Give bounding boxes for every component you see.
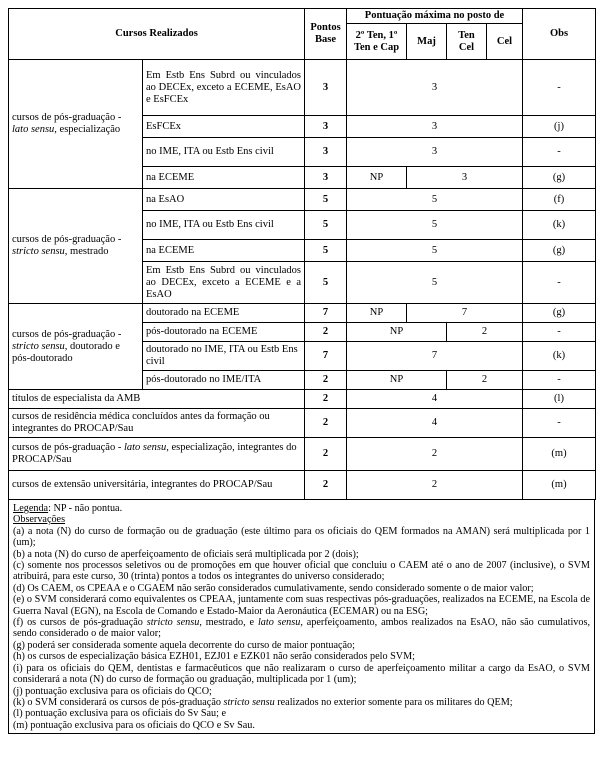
max-score: 7 [407, 304, 523, 323]
max-score: 5 [347, 262, 523, 304]
header-cel: Cel [487, 24, 523, 60]
course-cell: títulos de especialista da AMB [9, 390, 305, 409]
base-points: 3 [305, 167, 347, 189]
note-g: (g) poderá ser considerada somente aquela decorrente do curso de maior pontuação; [13, 639, 355, 651]
group-label-lato-sensu: cursos de pós-graduação - lato sensu, especialização [9, 60, 143, 189]
course-cell: doutorado na ECEME [143, 304, 305, 323]
header-pontos-base: Pontos Base [305, 9, 347, 60]
course-cell: Em Estb Ens Subrd ou vinculados ao DECEx, exceto a ECEME, EsAO e EsFCEx [143, 60, 305, 116]
max-score: 3 [347, 60, 523, 116]
base-points: 5 [305, 211, 347, 240]
np-cell: NP [347, 304, 407, 323]
header-ten-cel: Ten Cel [447, 24, 487, 60]
max-score: 3 [407, 167, 523, 189]
note-h: (h) os cursos de especialização básica EZH01, EZJ01 e EZK01 não serão considerados pelo SVM; [13, 651, 415, 663]
obs-cell: (g) [523, 240, 596, 262]
note-j: (j) pontuação exclusiva para os oficiais do QCO; [13, 685, 212, 697]
obs-cell: (j) [523, 116, 596, 138]
max-score: 2 [447, 323, 523, 342]
base-points: 2 [305, 371, 347, 390]
max-score: 7 [347, 342, 523, 371]
course-cell: pós-doutorado na ECEME [143, 323, 305, 342]
note-i: (i) para os oficiais do QEM, dentistas e farmacêuticos que não realizaram o curso de aperfeiçoamento militar a cargo da EsAO, o SVM considerará a nota (N) do curso de formação ou graduação, multiplicada por 1 (um); [13, 662, 590, 686]
max-score: 2 [447, 371, 523, 390]
obs-cell: - [523, 371, 596, 390]
legend: Legenda: NP - não pontua. [13, 503, 123, 514]
base-points: 2 [305, 390, 347, 409]
base-points: 5 [305, 240, 347, 262]
obs-cell: - [523, 138, 596, 167]
course-cell: doutorado no IME, ITA ou Estb Ens civil [143, 342, 305, 371]
base-points: 2 [305, 409, 347, 438]
note-k: (k) o SVM considerará os cursos de pós-graduação stricto sensu realizados no exterior somente para os militares do QEM; [13, 696, 513, 708]
table-row [9, 390, 596, 409]
max-score: 5 [347, 211, 523, 240]
group-label-doutorado: cursos de pós-graduação - stricto sensu, doutorado e pós-doutorado [9, 304, 143, 390]
np-cell: NP [347, 371, 447, 390]
course-cell: EsFCEx [143, 116, 305, 138]
table-row [9, 189, 596, 211]
max-score: 5 [347, 240, 523, 262]
base-points: 2 [305, 438, 347, 471]
base-points: 3 [305, 60, 347, 116]
note-a: (a) a nota (N) do curso de formação ou de graduação (este último para os oficiais do QEM formados na AMAN) será multiplicada por 1 (um); [13, 525, 590, 549]
header-maj: Maj [407, 24, 447, 60]
base-points: 5 [305, 262, 347, 304]
table-row [9, 60, 596, 116]
header-cursos: Cursos Realizados [9, 9, 305, 60]
obs-cell: - [523, 60, 596, 116]
obs-cell: (k) [523, 211, 596, 240]
max-score: 4 [347, 390, 523, 409]
course-cell: na ECEME [143, 167, 305, 189]
table-row [9, 304, 596, 323]
obs-cell: - [523, 262, 596, 304]
base-points: 5 [305, 189, 347, 211]
course-cell: cursos de pós-graduação - lato sensu, especialização, integrantes do PROCAP/Sau [9, 438, 305, 471]
courses-table [8, 8, 596, 500]
course-cell: Em Estb Ens Subrd ou vinculados ao DECEx, exceto a ECEME e a EsAO [143, 262, 305, 304]
obs-cell: (g) [523, 304, 596, 323]
note-f: (f) os cursos de pós-graduação stricto sensu, mestrado, e lato sensu, aperfeiçoamento, ambos realizados na EsAO, não são cumulativos, sendo considerado o de maior valor; [13, 617, 590, 640]
max-score: 5 [347, 189, 523, 211]
observations-heading: Observações [13, 514, 66, 526]
obs-cell: (k) [523, 342, 596, 371]
obs-cell: - [523, 323, 596, 342]
group-label-mestrado: cursos de pós-graduação - stricto sensu, mestrado [9, 189, 143, 304]
header-pontuacao: Pontuação máxima no posto de [347, 9, 523, 24]
base-points: 3 [305, 116, 347, 138]
course-cell: na ECEME [143, 240, 305, 262]
max-score: 4 [347, 409, 523, 438]
obs-cell: (g) [523, 167, 596, 189]
base-points: 7 [305, 342, 347, 371]
base-points: 2 [305, 471, 347, 500]
base-points: 2 [305, 323, 347, 342]
header-ten: 2º Ten, 1º Ten e Cap [347, 24, 407, 60]
base-points: 3 [305, 138, 347, 167]
max-score: 2 [347, 471, 523, 500]
scoring-document [8, 8, 595, 734]
note-l: (l) pontuação exclusiva para os oficiais do Sv Sau; e [13, 708, 227, 720]
note-m: (m) pontuação exclusiva para os oficiais do QCO e Sv Sau. [13, 719, 255, 731]
table-row [9, 409, 596, 438]
obs-cell: - [523, 409, 596, 438]
obs-cell: (m) [523, 471, 596, 500]
header-obs: Obs [523, 9, 596, 60]
base-points: 7 [305, 304, 347, 323]
note-c: (c) somente nos processos seletivos ou de promoções em que houver oficial que concluiu o CAEM até o ano de 2007 (inclusive), o SVM atribuirá, para este curso, 30 (trinta) pontos a todos os integrantes do universo considerado; [13, 560, 590, 583]
course-cell: cursos de extensão universitária, integrantes do PROCAP/Sau [9, 471, 305, 500]
max-score: 2 [347, 438, 523, 471]
max-score: 3 [347, 116, 523, 138]
note-b: (b) a nota (N) do curso de aperfeiçoamento de oficiais será multiplicada por 2 (dois); [13, 548, 359, 560]
max-score: 3 [347, 138, 523, 167]
obs-cell: (m) [523, 438, 596, 471]
course-cell: pós-doutorado no IME/ITA [143, 371, 305, 390]
table-row [9, 438, 596, 471]
note-e: (e) o SVM considerará como equivalentes os CPEAA, juntamente com suas respectivas pós-graduações, realizados na ECEME, na Escola de Guerra Naval (EGN), na Escola de Comando e Estado-Maior da Aeronáutica (ECEMAR) ou na ESG; [13, 594, 590, 617]
np-cell: NP [347, 323, 447, 342]
obs-cell: (f) [523, 189, 596, 211]
np-cell: NP [347, 167, 407, 189]
course-cell: no IME, ITA ou Estb Ens civil [143, 211, 305, 240]
course-cell: no IME, ITA ou Estb Ens civil [143, 138, 305, 167]
course-cell: na EsAO [143, 189, 305, 211]
table-row [9, 471, 596, 500]
notes-section [8, 500, 595, 734]
course-cell: cursos de residência médica concluídos antes da formação ou integrantes do PROCAP/Sau [9, 409, 305, 438]
obs-cell: (l) [523, 390, 596, 409]
note-d: (d) Os CAEM, os CPEAA e o CGAEM não serão considerados cumulativamente, sendo considerado somente o de maior valor; [13, 582, 534, 594]
